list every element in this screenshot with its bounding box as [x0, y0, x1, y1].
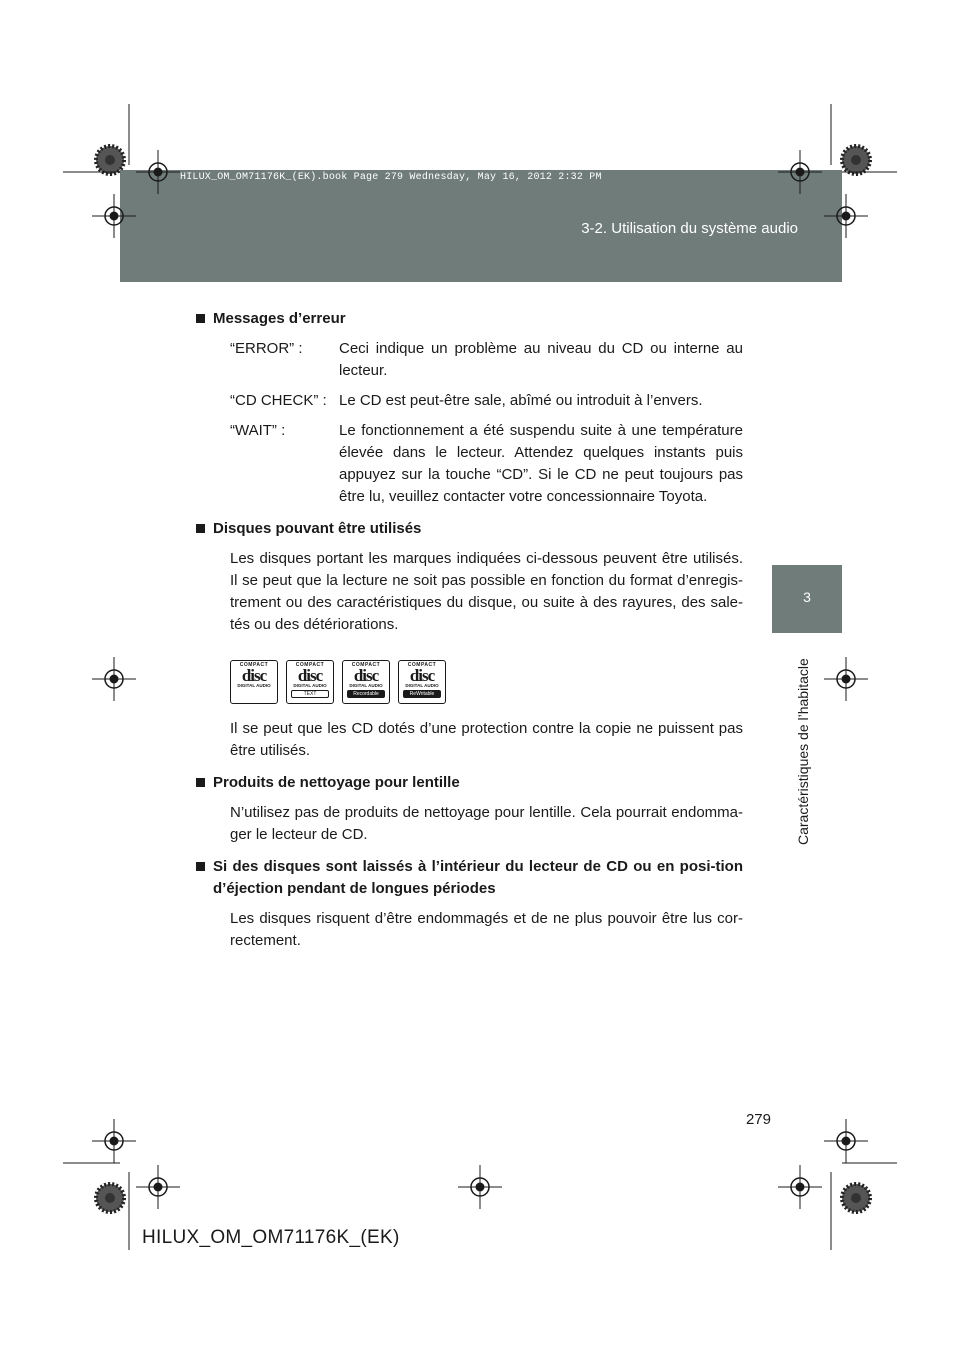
section-heading: Messages d’erreur: [196, 308, 743, 330]
cd-text-logo-icon: COMPACT disc DIGITAL AUDIO TEXT: [286, 660, 334, 704]
registration-mark-icon: [92, 657, 136, 701]
chapter-tab: [772, 565, 842, 633]
book-stamp: HILUX_OM_OM71176K_(EK).book Page 279 Wednesday, May 16, 2012 2:32 PM: [180, 172, 602, 183]
document-code: HILUX_OM_OM71176K_(EK): [142, 1227, 400, 1248]
message-value: Le fonctionnement a été suspendu suite à une température élevée dans le lecteur. Attendez quelques instants puis appuyez sur la touche “CD”. Si le CD ne peut toujours pas être lu, veuillez contacter votre concessionnaire Toyota.: [339, 422, 743, 505]
registration-mark-icon: [458, 1165, 502, 1209]
color-bar-icon: [842, 1184, 870, 1212]
chapter-label: Caractéristiques de l’habitacle: [795, 658, 811, 845]
section-heading: Si des disques sont laissés à l’intérieur du lecteur de CD ou en posi-tion d’éjection pendant de longues périodes: [196, 856, 743, 900]
message-key: “ERROR” :: [230, 340, 303, 357]
message-key: “CD CHECK” :: [230, 392, 327, 409]
section-title: 3-2. Utilisation du système audio: [581, 220, 798, 237]
section-heading: Produits de nettoyage pour lentille: [196, 772, 743, 794]
paragraph: Les disques portant les marques indiquées ci-dessous peuvent être utilisés. Il se peut que la lecture ne soit pas possible en fonction du format d’enregis-trement ou des caractéristiques du disque, ou suite à des rayures, des sale-tés ou des détériorations.: [230, 550, 743, 633]
registration-mark-icon: [824, 1119, 868, 1163]
message-value: Le CD est peut-être sale, abîmé ou introduit à l’envers.: [339, 392, 703, 409]
section-discs-left-inside: [213, 856, 743, 952]
registration-mark-icon: [92, 1119, 136, 1163]
page-content: [213, 308, 743, 952]
color-bar-icon: [96, 1184, 124, 1212]
cd-r-logo-icon: COMPACT disc DIGITAL AUDIO Recordable: [342, 660, 390, 704]
message-key: “WAIT” :: [230, 422, 286, 439]
section-usable-discs: [213, 518, 743, 762]
page-number: 279: [745, 1111, 771, 1128]
message-row: [230, 390, 743, 412]
section-heading: Disques pouvant être utilisés: [196, 518, 743, 540]
disc-logos: [230, 660, 743, 704]
paragraph: Il se peut que les CD dotés d’une protection contre la copie ne puissent pas être utilisés.: [230, 720, 743, 759]
registration-mark-icon: [136, 1165, 180, 1209]
message-row: [230, 420, 743, 508]
message-value: Ceci indique un problème au niveau du CD ou interne au lecteur.: [339, 340, 743, 379]
color-bar-icon: [842, 146, 870, 174]
paragraph: N’utilisez pas de produits de nettoyage pour lentille. Cela pourrait endomma-ger le lecteur de CD.: [230, 804, 743, 843]
section-lens-cleaners: [213, 772, 743, 846]
chapter-number: 3: [803, 589, 811, 605]
square-bullet-icon: [196, 862, 205, 871]
cd-da-logo-icon: COMPACT disc DIGITAL AUDIO: [230, 660, 278, 704]
cd-rw-logo-icon: COMPACT disc DIGITAL AUDIO ReWritable: [398, 660, 446, 704]
section-error-messages: [213, 308, 743, 508]
paragraph: Les disques risquent d’être endommagés et de ne plus pouvoir être lus cor-rectement.: [230, 910, 743, 949]
registration-mark-icon: [778, 1165, 822, 1209]
square-bullet-icon: [196, 778, 205, 787]
message-row: [230, 338, 743, 382]
registration-mark-icon: [824, 657, 868, 701]
square-bullet-icon: [196, 314, 205, 323]
square-bullet-icon: [196, 524, 205, 533]
